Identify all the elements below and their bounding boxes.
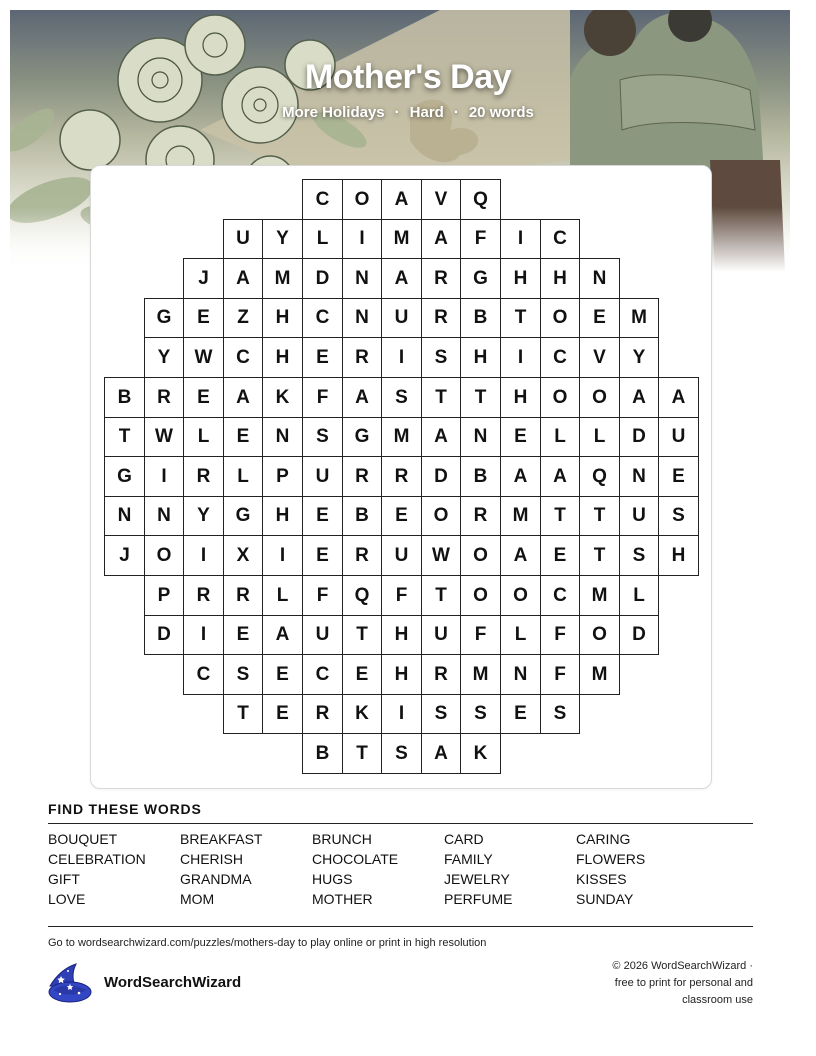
- grid-cell[interactable]: L: [262, 575, 303, 616]
- word-list-item: BOUQUET: [48, 831, 118, 847]
- grid-cell[interactable]: N: [619, 456, 659, 497]
- grid-cell[interactable]: L: [619, 575, 659, 616]
- word-list-item: CHOCOLATE: [312, 851, 399, 867]
- grid-cell[interactable]: L: [500, 615, 541, 655]
- copyright-line: free to print for personal and: [614, 977, 753, 989]
- grid-cell[interactable]: U: [381, 535, 422, 576]
- grid-cell[interactable]: R: [223, 575, 263, 616]
- grid-cell[interactable]: N: [579, 258, 620, 299]
- grid-cell[interactable]: T: [579, 496, 620, 536]
- wizard-hat-icon: [46, 962, 92, 1006]
- word-list-item: FLOWERS: [576, 851, 646, 867]
- word-list-item: BRUNCH: [312, 831, 372, 847]
- word-list-item: CARD: [444, 831, 484, 847]
- grid-cell[interactable]: J: [183, 258, 224, 299]
- grid-cell[interactable]: R: [302, 694, 343, 734]
- category-link[interactable]: More Holidays: [282, 104, 385, 121]
- grid-cell[interactable]: Z: [223, 298, 263, 338]
- grid-cell[interactable]: I: [144, 456, 184, 497]
- word-list-item: CHERISH: [180, 851, 244, 867]
- word-list-item: LOVE: [48, 891, 86, 907]
- grid-cell[interactable]: H: [262, 496, 303, 536]
- grid-cell[interactable]: E: [500, 417, 541, 457]
- grid-cell[interactable]: W: [144, 417, 184, 457]
- grid-cell[interactable]: Q: [342, 575, 382, 616]
- grid-cell[interactable]: T: [342, 733, 382, 774]
- grid-cell[interactable]: U: [421, 615, 461, 655]
- word-list-item: JEWELRY: [444, 871, 510, 887]
- grid-cell[interactable]: A: [421, 219, 461, 259]
- grid-cell[interactable]: I: [183, 615, 224, 655]
- grid-cell[interactable]: I: [262, 535, 303, 576]
- grid-cell[interactable]: O: [540, 377, 580, 418]
- copyright-line: © 2026 WordSearchWizard ·: [612, 960, 753, 972]
- word-list-item: KISSES: [576, 871, 627, 887]
- grid-cell[interactable]: O: [460, 575, 501, 616]
- grid-cell[interactable]: P: [144, 575, 184, 616]
- grid-cell[interactable]: C: [302, 179, 343, 220]
- grid-cell[interactable]: R: [460, 496, 501, 536]
- grid-cell[interactable]: C: [540, 575, 580, 616]
- grid-cell[interactable]: T: [104, 417, 145, 457]
- grid-cell[interactable]: R: [183, 456, 224, 497]
- grid-cell[interactable]: E: [540, 535, 580, 576]
- word-list-item: PERFUME: [444, 891, 513, 907]
- grid-cell[interactable]: R: [421, 258, 461, 299]
- grid-cell[interactable]: T: [421, 575, 461, 616]
- grid-cell[interactable]: T: [579, 535, 620, 576]
- grid-cell[interactable]: F: [460, 219, 501, 259]
- grid-cell[interactable]: A: [619, 377, 659, 418]
- grid-cell[interactable]: T: [421, 377, 461, 418]
- grid-cell[interactable]: O: [579, 377, 620, 418]
- grid-cell[interactable]: G: [104, 456, 145, 497]
- grid-cell[interactable]: Q: [579, 456, 620, 497]
- grid-cell[interactable]: D: [302, 258, 343, 299]
- grid-cell[interactable]: E: [381, 496, 422, 536]
- grid-cell[interactable]: O: [144, 535, 184, 576]
- grid-cell[interactable]: M: [460, 654, 501, 695]
- grid-cell[interactable]: C: [183, 654, 224, 695]
- grid-cell[interactable]: R: [381, 456, 422, 497]
- grid-cell[interactable]: D: [619, 615, 659, 655]
- grid-cell[interactable]: A: [421, 733, 461, 774]
- grid-cell[interactable]: A: [223, 258, 263, 299]
- grid-cell[interactable]: U: [381, 298, 422, 338]
- grid-cell[interactable]: E: [342, 654, 382, 695]
- grid-cell[interactable]: D: [421, 456, 461, 497]
- word-list-item: HUGS: [312, 871, 353, 887]
- grid-cell[interactable]: N: [500, 654, 541, 695]
- grid-cell[interactable]: T: [223, 694, 263, 734]
- grid-cell[interactable]: T: [342, 615, 382, 655]
- grid-cell[interactable]: G: [460, 258, 501, 299]
- puzzle-title: Mother's Day: [304, 58, 512, 96]
- puzzle-subtitle: [0, 104, 816, 121]
- grid-cell[interactable]: A: [223, 377, 263, 418]
- grid-cell[interactable]: E: [302, 337, 343, 378]
- grid-cell[interactable]: U: [619, 496, 659, 536]
- grid-cell[interactable]: H: [540, 258, 580, 299]
- grid-cell[interactable]: V: [579, 337, 620, 378]
- copyright-line: classroom use: [682, 994, 753, 1006]
- grid-cell[interactable]: K: [460, 733, 501, 774]
- grid-cell[interactable]: A: [658, 377, 699, 418]
- grid-cell[interactable]: A: [262, 615, 303, 655]
- divider: [48, 823, 753, 824]
- grid-cell[interactable]: P: [262, 456, 303, 497]
- grid-cell[interactable]: D: [619, 417, 659, 457]
- grid-cell[interactable]: N: [104, 496, 145, 536]
- divider: [48, 926, 753, 927]
- grid-cell[interactable]: O: [342, 179, 382, 220]
- grid-cell[interactable]: L: [223, 456, 263, 497]
- grid-cell[interactable]: H: [381, 654, 422, 695]
- grid-cell[interactable]: J: [104, 535, 145, 576]
- grid-cell[interactable]: N: [262, 417, 303, 457]
- grid-cell[interactable]: A: [540, 456, 580, 497]
- play-online-link[interactable]: Go to wordsearchwizard.com/puzzles/mothers-day to play online or print in high resolution: [48, 937, 487, 949]
- grid-cell[interactable]: E: [262, 694, 303, 734]
- grid-cell[interactable]: B: [302, 733, 343, 774]
- grid-cell[interactable]: B: [104, 377, 145, 418]
- letter-grid: [104, 179, 698, 773]
- grid-cell[interactable]: R: [342, 456, 382, 497]
- word-list-item: MOM: [180, 891, 215, 907]
- grid-cell[interactable]: O: [421, 496, 461, 536]
- grid-cell[interactable]: S: [540, 694, 580, 734]
- grid-cell[interactable]: M: [579, 575, 620, 616]
- grid-cell[interactable]: M: [381, 219, 422, 259]
- grid-cell[interactable]: U: [302, 456, 343, 497]
- grid-cell[interactable]: R: [342, 535, 382, 576]
- grid-cell[interactable]: W: [421, 535, 461, 576]
- grid-cell[interactable]: E: [223, 615, 263, 655]
- grid-cell[interactable]: S: [223, 654, 263, 695]
- grid-cell[interactable]: L: [302, 219, 343, 259]
- grid-cell[interactable]: A: [381, 258, 422, 299]
- grid-cell[interactable]: E: [302, 496, 343, 536]
- grid-cell[interactable]: N: [144, 496, 184, 536]
- grid-cell[interactable]: S: [381, 377, 422, 418]
- grid-cell[interactable]: O: [579, 615, 620, 655]
- grid-cell[interactable]: R: [144, 377, 184, 418]
- grid-cell[interactable]: H: [381, 615, 422, 655]
- grid-cell[interactable]: E: [302, 535, 343, 576]
- grid-cell[interactable]: N: [342, 298, 382, 338]
- grid-cell[interactable]: F: [540, 615, 580, 655]
- grid-cell[interactable]: I: [500, 337, 541, 378]
- grid-cell[interactable]: A: [500, 456, 541, 497]
- grid-cell[interactable]: L: [540, 417, 580, 457]
- grid-cell[interactable]: X: [223, 535, 263, 576]
- grid-cell[interactable]: G: [342, 417, 382, 457]
- grid-cell[interactable]: O: [500, 575, 541, 616]
- grid-cell[interactable]: A: [421, 417, 461, 457]
- grid-cell[interactable]: F: [302, 377, 343, 418]
- grid-cell[interactable]: C: [540, 337, 580, 378]
- grid-cell[interactable]: R: [421, 298, 461, 338]
- grid-cell[interactable]: F: [540, 654, 580, 695]
- grid-cell[interactable]: G: [223, 496, 263, 536]
- grid-cell[interactable]: H: [262, 337, 303, 378]
- word-list-item: GIFT: [48, 871, 80, 887]
- grid-cell[interactable]: E: [183, 298, 224, 338]
- grid-cell[interactable]: B: [460, 298, 501, 338]
- grid-cell[interactable]: E: [579, 298, 620, 338]
- grid-cell[interactable]: S: [460, 694, 501, 734]
- grid-cell[interactable]: I: [342, 219, 382, 259]
- grid-cell[interactable]: C: [302, 298, 343, 338]
- grid-cell[interactable]: F: [460, 615, 501, 655]
- grid-cell[interactable]: E: [500, 694, 541, 734]
- grid-cell[interactable]: E: [223, 417, 263, 457]
- grid-cell[interactable]: E: [183, 377, 224, 418]
- grid-cell[interactable]: H: [262, 298, 303, 338]
- separator-dot: ·: [453, 104, 459, 121]
- grid-cell[interactable]: L: [183, 417, 224, 457]
- grid-cell[interactable]: R: [342, 337, 382, 378]
- word-list-item: SUNDAY: [576, 891, 634, 907]
- brand-name[interactable]: WordSearchWizard: [104, 974, 242, 991]
- copyright-notice: [553, 958, 753, 1009]
- grid-cell[interactable]: B: [342, 496, 382, 536]
- grid-cell[interactable]: U: [223, 219, 263, 259]
- grid-cell[interactable]: R: [421, 654, 461, 695]
- grid-cell[interactable]: S: [421, 337, 461, 378]
- grid-cell[interactable]: M: [500, 496, 541, 536]
- grid-cell[interactable]: D: [144, 615, 184, 655]
- word-count-label: 20 words: [468, 104, 534, 121]
- grid-cell[interactable]: A: [342, 377, 382, 418]
- grid-cell[interactable]: C: [223, 337, 263, 378]
- grid-cell[interactable]: V: [421, 179, 461, 220]
- grid-cell[interactable]: A: [381, 179, 422, 220]
- grid-cell[interactable]: N: [460, 417, 501, 457]
- word-list-item: GRANDMA: [180, 871, 252, 887]
- grid-cell[interactable]: F: [381, 575, 422, 616]
- grid-cell[interactable]: O: [460, 535, 501, 576]
- grid-cell[interactable]: C: [540, 219, 580, 259]
- grid-cell[interactable]: A: [500, 535, 541, 576]
- grid-cell[interactable]: B: [460, 456, 501, 497]
- word-list-item: CARING: [576, 831, 631, 847]
- grid-cell[interactable]: T: [460, 377, 501, 418]
- word-list-item: FAMILY: [444, 851, 493, 867]
- grid-cell[interactable]: Q: [460, 179, 501, 220]
- grid-cell[interactable]: T: [540, 496, 580, 536]
- grid-cell[interactable]: H: [460, 337, 501, 378]
- grid-cell[interactable]: C: [302, 654, 343, 695]
- grid-cell[interactable]: U: [302, 615, 343, 655]
- grid-cell[interactable]: Y: [144, 337, 184, 378]
- grid-cell[interactable]: L: [579, 417, 620, 457]
- grid-cell[interactable]: I: [183, 535, 224, 576]
- grid-cell[interactable]: H: [500, 377, 541, 418]
- grid-cell[interactable]: I: [381, 694, 422, 734]
- grid-cell[interactable]: T: [500, 298, 541, 338]
- grid-cell[interactable]: U: [658, 417, 699, 457]
- word-list-item: CELEBRATION: [48, 851, 146, 867]
- word-list-item: BREAKFAST: [180, 831, 263, 847]
- grid-cell[interactable]: K: [342, 694, 382, 734]
- grid-cell[interactable]: F: [302, 575, 343, 616]
- grid-cell[interactable]: E: [262, 654, 303, 695]
- grid-cell[interactable]: K: [262, 377, 303, 418]
- word-list-heading: FIND THESE WORDS: [48, 801, 202, 817]
- grid-cell[interactable]: S: [421, 694, 461, 734]
- grid-cell[interactable]: O: [540, 298, 580, 338]
- separator-dot: ·: [394, 104, 400, 121]
- grid-cell[interactable]: H: [658, 535, 699, 576]
- grid-cell[interactable]: S: [302, 417, 343, 457]
- grid-cell[interactable]: Y: [183, 496, 224, 536]
- grid-cell[interactable]: M: [579, 654, 620, 695]
- grid-cell[interactable]: S: [381, 733, 422, 774]
- grid-cell[interactable]: W: [183, 337, 224, 378]
- word-list-item: MOTHER: [312, 891, 373, 907]
- grid-cell[interactable]: M: [381, 417, 422, 457]
- grid-cell[interactable]: E: [658, 456, 699, 497]
- grid-cell[interactable]: R: [183, 575, 224, 616]
- grid-cell[interactable]: M: [619, 298, 659, 338]
- difficulty-label: Hard: [409, 104, 444, 121]
- grid-cell[interactable]: I: [500, 219, 541, 259]
- grid-cell[interactable]: Y: [619, 337, 659, 378]
- grid-cell[interactable]: I: [381, 337, 422, 378]
- grid-cell[interactable]: Y: [262, 219, 303, 259]
- grid-cell[interactable]: S: [619, 535, 659, 576]
- grid-cell[interactable]: M: [262, 258, 303, 299]
- grid-cell[interactable]: H: [500, 258, 541, 299]
- grid-cell[interactable]: S: [658, 496, 699, 536]
- grid-cell[interactable]: G: [144, 298, 184, 338]
- grid-cell[interactable]: N: [342, 258, 382, 299]
